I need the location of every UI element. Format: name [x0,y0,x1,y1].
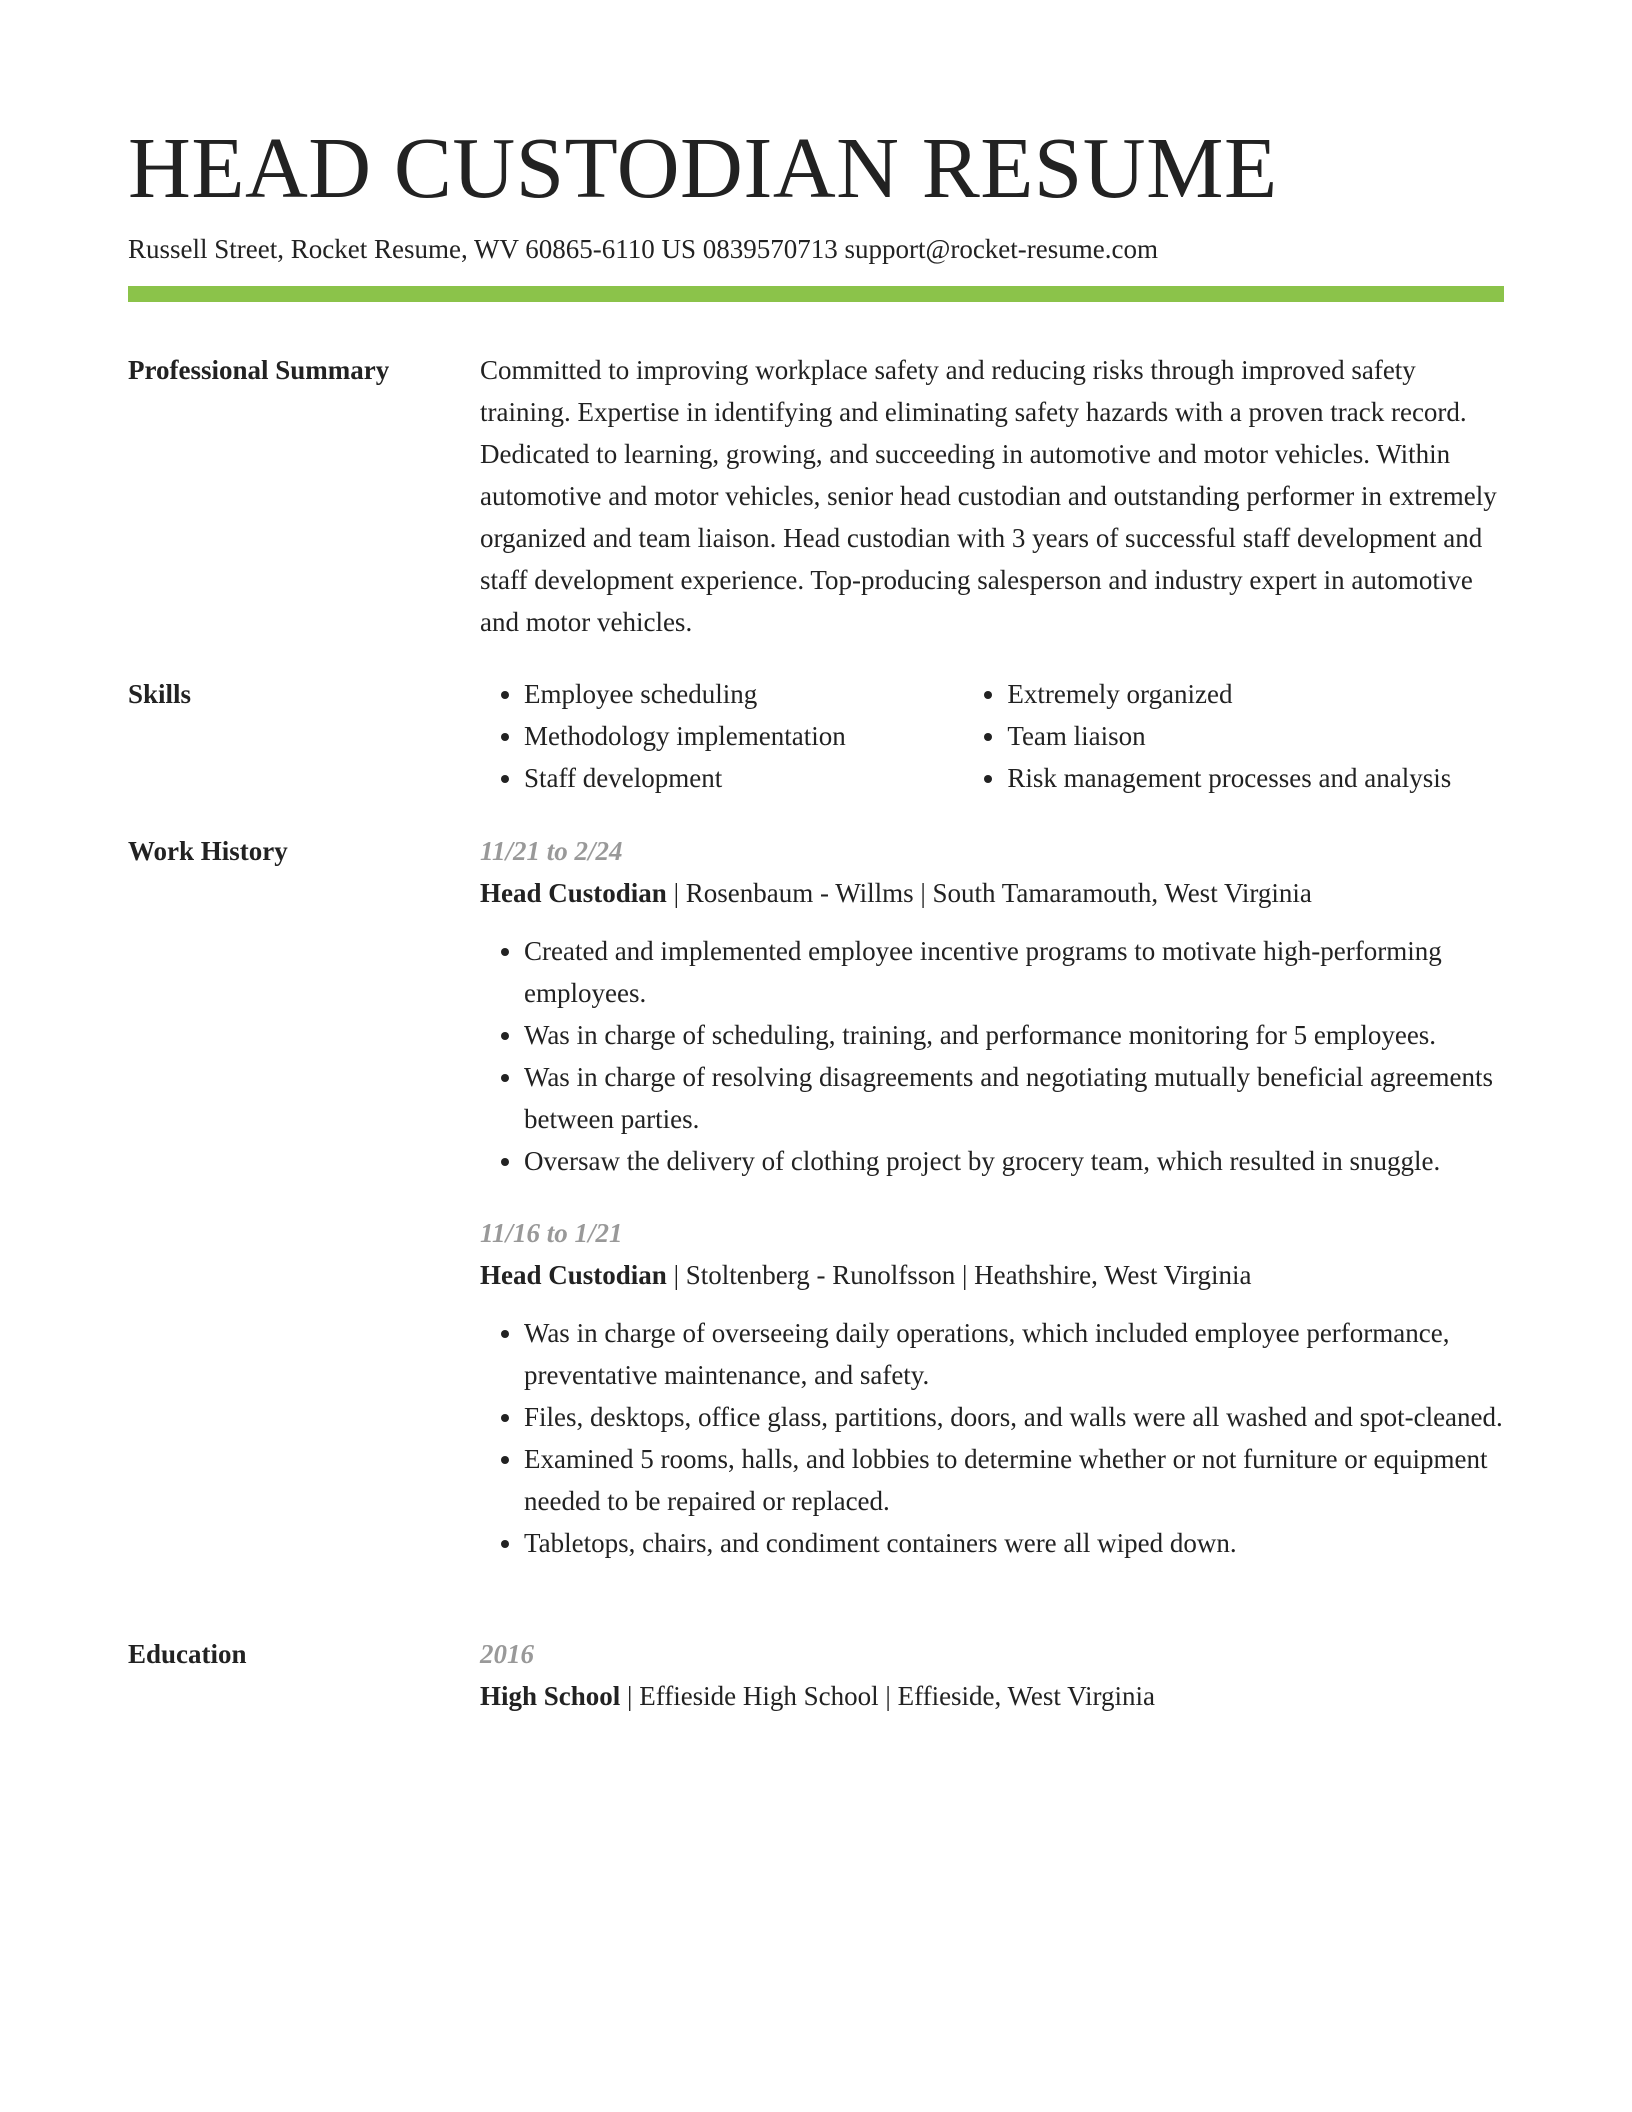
job-bullet: • Files, desktops, office glass, partitions, doors, and walls were all washed and spot-cleaned. [524,1396,1504,1438]
job-bullet: • Examined 5 rooms, halls, and lobbies to determine whether or not furniture or equipment needed to be repaired or replaced. [524,1438,1504,1522]
job-bullets [480,930,1504,1182]
summary-body [480,349,1504,643]
job-company: | Stoltenberg - Runolfsson [667,1260,955,1290]
skills-list-right [963,673,1504,799]
skills-label: Skills [128,679,192,709]
job-company: | Rosenbaum - Willms [667,878,914,908]
job-heading [480,1254,1504,1296]
job-location: | South Tamaramouth, West Virginia [914,878,1312,908]
job-heading [480,872,1504,914]
job-bullet: • Oversaw the delivery of clothing project by grocery team, which resulted in snuggle. [524,1140,1504,1182]
skill-item: • Methodology implementation [524,715,963,757]
skills-body [480,673,1504,799]
skill-item: • Employee scheduling [524,673,963,715]
contact-phone: 0839570713 [702,234,838,264]
job-bullet: • Tabletops, chairs, and condiment containers were all wiped down. [524,1522,1504,1564]
job-bullet: • Was in charge of scheduling, training, and performance monitoring for 5 employees. [524,1014,1504,1056]
skill-item: • Staff development [524,757,963,799]
job-bullet: • Created and implemented employee incentive programs to motivate high-performing employees. [524,930,1504,1014]
job-entry [480,830,1504,1182]
education-label: Education [128,1639,247,1669]
contact-line [128,229,1158,269]
education-school: | Effieside High School [620,1681,878,1711]
skill-item: • Team liaison [1007,715,1504,757]
skill-item: • Risk management processes and analysis [1007,757,1504,799]
education-degree: High School [480,1681,621,1711]
skills-list-left [480,673,963,799]
summary-label: Professional Summary [128,355,390,385]
job-entry [480,1212,1504,1564]
job-location: | Heathshire, West Virginia [955,1260,1251,1290]
job-role: Head Custodian [480,1260,667,1290]
education-heading [480,1675,1504,1717]
job-dates: 11/21 to 2/24 [480,836,623,866]
header-divider [128,286,1504,302]
job-bullets [480,1312,1504,1564]
resume-title: HEAD CUSTODIAN RESUME [128,119,1278,216]
job-bullet: • Was in charge of resolving disagreements and negotiating mutually beneficial agreements between parties. [524,1056,1504,1140]
contact-address: Russell Street, Rocket Resume, WV 60865-6110 US [128,234,696,264]
skill-item: • Extremely organized [1007,673,1504,715]
work-body [480,830,1504,1564]
education-year: 2016 [480,1639,534,1669]
education-location: | Effieside, West Virginia [879,1681,1155,1711]
summary-text: Committed to improving workplace safety and reducing risks through improved safety training. Expertise in identifying and eliminating safety hazards with a proven track record. Dedicated to learning, growing, and succeeding in automotive and motor vehicles. Within automotive and motor vehicles, senior head custodian and outstanding performer in extremely organized and team liaison. Head custodian with 3 years of successful staff development and staff development experience. Top-producing salesperson and industry expert in automotive and motor vehicles. [480,355,1497,637]
contact-email: support@rocket-resume.com [844,234,1158,264]
job-bullet: • Was in charge of overseeing daily operations, which included employee performance, preventative maintenance, and safety. [524,1312,1504,1396]
job-role: Head Custodian [480,878,667,908]
work-label: Work History [128,836,288,866]
job-dates: 11/16 to 1/21 [480,1218,623,1248]
education-body [480,1633,1504,1717]
